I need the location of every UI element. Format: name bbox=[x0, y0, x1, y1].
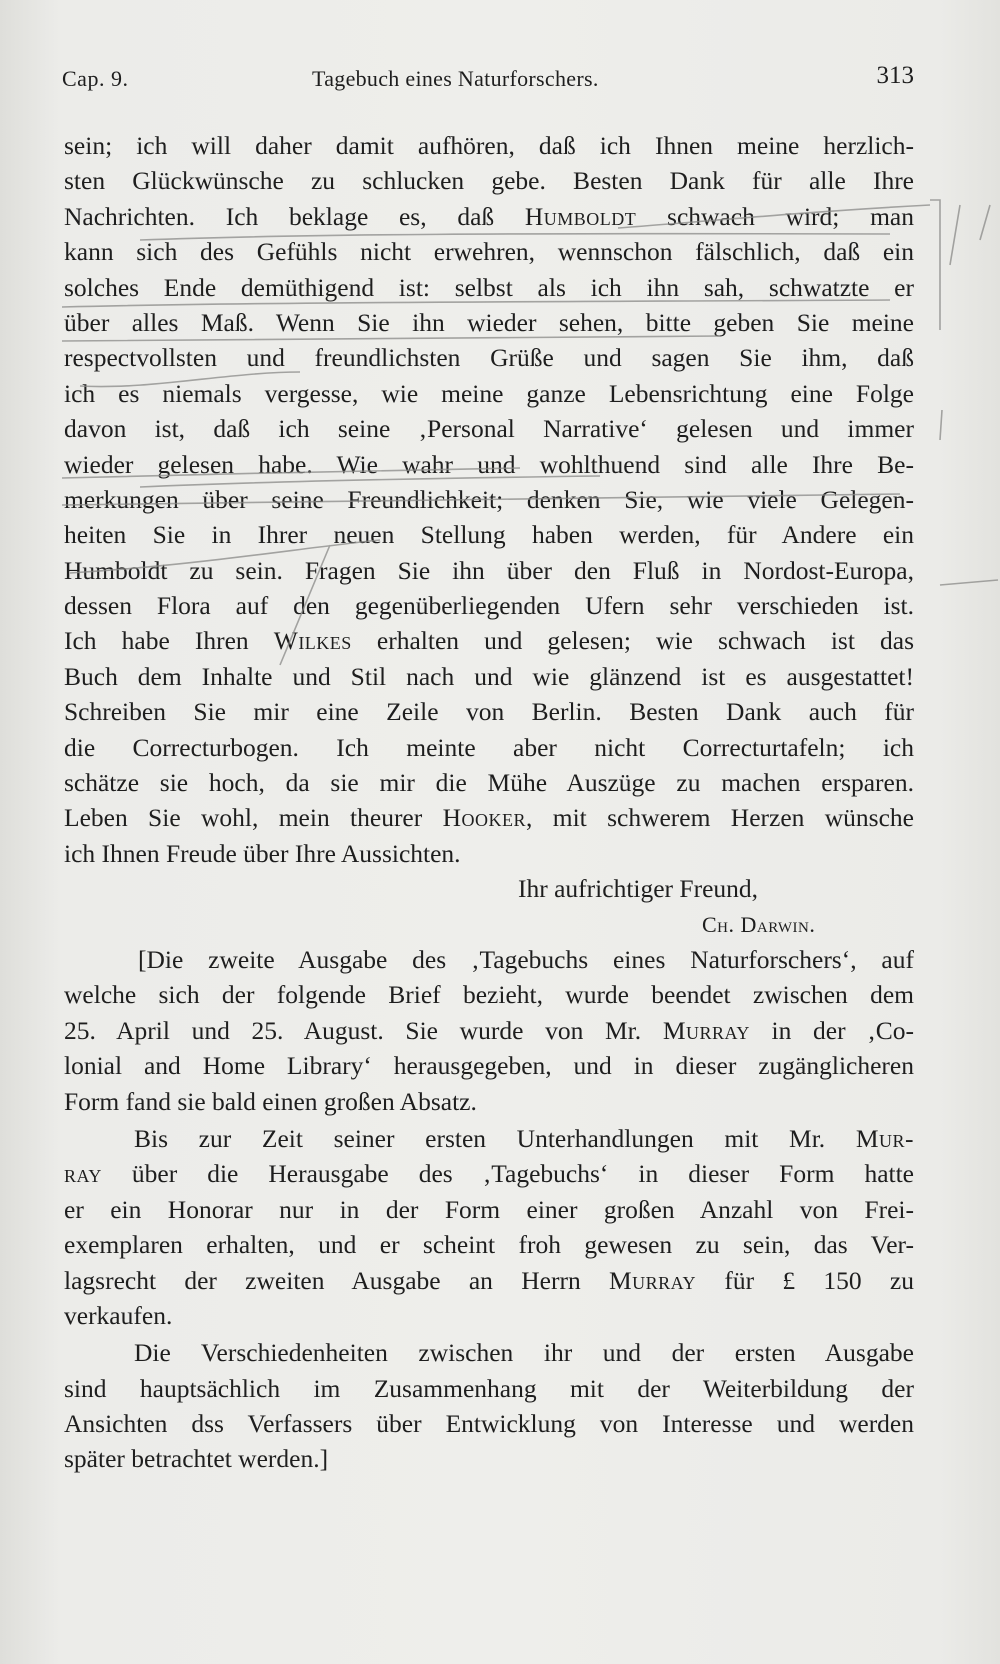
editorial-note bbox=[64, 942, 914, 1477]
text-line: verkaufen. bbox=[64, 1300, 173, 1330]
text-line: Form fand sie bald einen großen Absatz. bbox=[64, 1086, 477, 1116]
text-line: dessen Flora auf den gegenüberliegenden Ufern sehr verschieden ist. bbox=[64, 591, 914, 621]
small-caps-name: Humboldt bbox=[524, 201, 637, 231]
editorial-paragraph bbox=[64, 942, 914, 1119]
text-line: sein; ich will daher damit aufhören, daß ich Ihnen meine herzlich- bbox=[64, 131, 914, 160]
text-line: exemplaren erhalten, und er scheint froh gewesen zu sein, das Ver- bbox=[64, 1230, 914, 1260]
text-line: lonial and Home Library‘ herausgegeben, und in dieser zugänglicheren bbox=[64, 1051, 914, 1081]
text-line: Buch dem Inhalte und Stil nach und wie glänzend ist es ausgestattet! bbox=[64, 661, 914, 691]
small-caps-name: Wilkes bbox=[273, 626, 352, 656]
text-line: Ich habe Ihren Wilkes erhalten und gelesen; wie schwach ist das bbox=[64, 626, 915, 656]
text-line: schätze sie hoch, da sie mir die Mühe Auszüge zu machen ersparen. bbox=[64, 768, 914, 798]
text-line: über alles Maß. Wenn Sie ihn wieder sehen, bitte geben Sie meine bbox=[64, 307, 914, 337]
text-line: sind hauptsächlich im Zusammenhang mit der Weiterbildung der bbox=[64, 1373, 914, 1403]
text-line: Nachrichten. Ich beklage es, daß Humboldt schwach wird; man bbox=[64, 201, 914, 231]
text-line: wieder gelesen habe. Wie wahr und wohlthuend sind alle Ihre Be- bbox=[64, 449, 914, 479]
pencil-margin-mark bbox=[940, 580, 998, 585]
text-line: welche sich der folgende Brief bezieht, wurde beendet zwischen dem bbox=[64, 980, 914, 1010]
text-line: ich Ihnen Freude über Ihre Aussichten. bbox=[64, 838, 461, 868]
text-line: ray über die Herausgabe des ‚Tagebuchs‘ in dieser Form hatte bbox=[64, 1159, 914, 1189]
small-caps-name: Murray bbox=[662, 1015, 750, 1045]
text-line: Leben Sie wohl, mein theurer Hooker, mit schwerem Herzen wünsche bbox=[64, 803, 914, 833]
text-line: Bis zur Zeit seiner ersten Unterhandlungen mit Mr. Mur- bbox=[134, 1123, 914, 1153]
chapter-label: Cap. 9. bbox=[62, 66, 129, 91]
body-text bbox=[64, 128, 914, 1477]
text-line: solches Ende demüthigend ist: selbst als ich ihn sah, schwatzte er bbox=[64, 272, 914, 302]
text-line: heiten Sie in Ihrer neuen Stellung haben werden, für Andere ein bbox=[64, 520, 914, 550]
small-caps-name: Mur- bbox=[855, 1123, 914, 1153]
text-line: respectvollsten und freundlichsten Grüße und sagen Sie ihm, daß bbox=[64, 343, 914, 373]
text-line: Schreiben Sie mir eine Zeile von Berlin. Besten Dank auch für bbox=[64, 697, 914, 727]
text-line: ich es niemals vergesse, wie meine ganze Lebensrichtung eine Folge bbox=[64, 378, 914, 408]
text-line: sten Glückwünsche zu schlucken gebe. Besten Dank für alle Ihre bbox=[64, 166, 914, 196]
editorial-paragraph bbox=[64, 1335, 914, 1477]
small-caps-name: Murray bbox=[609, 1265, 697, 1295]
editorial-paragraph bbox=[64, 1121, 914, 1333]
text-line: lagsrecht der zweiten Ausgabe an Herrn Murray für £ 150 zu bbox=[64, 1265, 914, 1295]
pencil-margin-mark bbox=[950, 205, 960, 265]
text-line: er ein Honorar nur in der Form einer großen Anzahl von Frei- bbox=[64, 1194, 914, 1224]
text-line: kann sich des Gefühls nicht erwehren, wennschon fälschlich, daß ein bbox=[64, 237, 914, 267]
letter-paragraph bbox=[64, 128, 914, 871]
text-line: Ansichten dss Verfassers über Entwicklung von Interesse und werden bbox=[64, 1409, 914, 1439]
small-caps-name: ray bbox=[64, 1159, 102, 1189]
pencil-margin-mark bbox=[980, 205, 990, 240]
small-caps-name: Hooker bbox=[442, 803, 527, 833]
pencil-margin-mark bbox=[940, 410, 942, 440]
text-line: Humboldt zu sein. Fragen Sie ihn über den Fluß in Nordost-Europa, bbox=[64, 555, 914, 585]
text-line: [Die zweite Ausgabe des ‚Tagebuchs eines Naturforschers‘, auf bbox=[138, 944, 914, 974]
pencil-bracket bbox=[930, 200, 940, 330]
text-line: später betrachtet werden.] bbox=[64, 1444, 329, 1474]
running-header bbox=[62, 62, 914, 96]
text-line: die Correcturbogen. Ich meinte aber nicht Correcturtafeln; ich bbox=[64, 732, 914, 762]
page-number: 313 bbox=[876, 62, 914, 89]
text-line: merkungen über seine Freundlichkeit; denken Sie, wie viele Gelegen- bbox=[64, 484, 914, 514]
closing-line: Ihr aufrichtiger Freund, bbox=[518, 874, 759, 904]
text-line: Die Verschiedenheiten zwischen ihr und der ersten Ausgabe bbox=[134, 1338, 914, 1368]
text-line: 25. April und 25. August. Sie wurde von Mr. Murray in der ‚Co- bbox=[64, 1015, 914, 1045]
signature: Ch. Darwin. bbox=[702, 911, 816, 937]
text-line: davon ist, daß ich seine ‚Personal Narrative‘ gelesen und immer bbox=[64, 414, 914, 444]
running-title: Tagebuch eines Naturforschers. bbox=[312, 66, 599, 91]
